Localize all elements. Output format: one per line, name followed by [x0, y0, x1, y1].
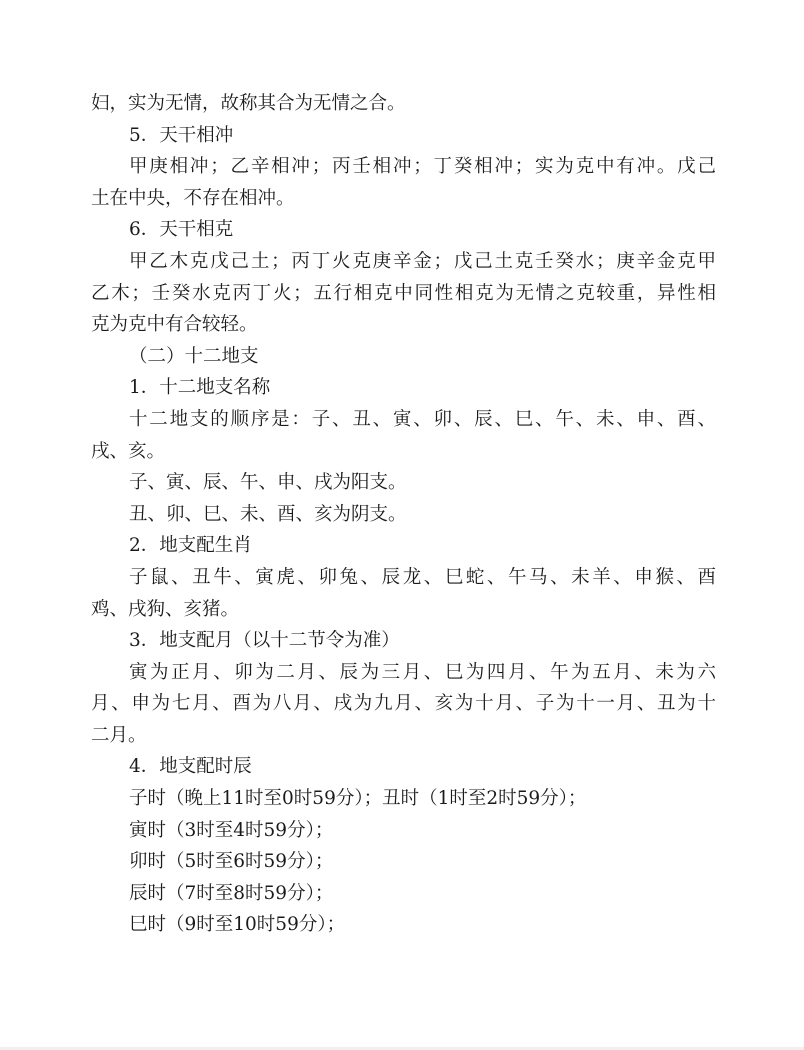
text-line: 子时（晚上11时至0时59分）；丑时（1时至2时59分）；: [129, 788, 587, 810]
section-heading: 5．天干相冲: [129, 124, 234, 146]
section-heading: 4．地支配时辰: [129, 756, 252, 778]
text-line: 十二地支的顺序是：子、丑、寅、卯、辰、巳、午、未、申、酉、: [129, 408, 716, 430]
section-heading: 3．地支配月（以十二节令为准）: [129, 630, 400, 652]
text-line: 乙木；壬癸水克丙丁火；五行相克中同性相克为无情之克较重，异性相: [91, 282, 716, 304]
text-line: 卯时（5时至6时59分）；: [129, 851, 334, 873]
text-line: 月、申为七月、酉为八月、戌为九月、亥为十月、子为十一月、丑为十: [91, 693, 716, 715]
text-line: 二月。: [91, 724, 147, 746]
text-line: 子鼠、丑牛、寅虎、卯兔、辰龙、巳蛇、午马、未羊、申猴、酉: [129, 566, 716, 588]
text-line: 寅为正月、卯为二月、辰为三月、巳为四月、午为五月、未为六: [129, 661, 716, 683]
text-line: 甲庚相冲；乙辛相冲；丙壬相冲；丁癸相冲；实为克中有冲。戊己: [129, 156, 716, 178]
text-line: 寅时（3时至4时59分）；: [129, 819, 334, 841]
text-line: 巳时（9时至10时59分）；: [129, 914, 346, 936]
section-heading: 1．十二地支名称: [129, 377, 271, 399]
section-heading: 2．地支配生肖: [129, 535, 252, 557]
section-heading: 6．天干相克: [129, 219, 234, 241]
chapter-heading: （二）十二地支: [129, 345, 259, 367]
text-line: 妇，实为无情，故称其合为无情之合。: [91, 93, 406, 114]
text-line: 土在中央，不存在相冲。: [91, 187, 295, 209]
text-line: 鸡、戌狗、亥猪。: [91, 598, 240, 620]
text-line: 戌、亥。: [91, 440, 166, 462]
text-line: 子、寅、辰、午、申、戌为阳支。: [129, 472, 407, 494]
text-line: 辰时（7时至8时59分）；: [129, 882, 334, 904]
text-line: 克为克中有合较轻。: [91, 314, 258, 336]
text-line: 丑、卯、巳、未、酉、亥为阴支。: [129, 503, 407, 525]
text-line: 甲乙木克戊己土；丙丁火克庚辛金；戊己土克壬癸水；庚辛金克甲: [129, 250, 716, 272]
document-body: [91, 88, 716, 941]
